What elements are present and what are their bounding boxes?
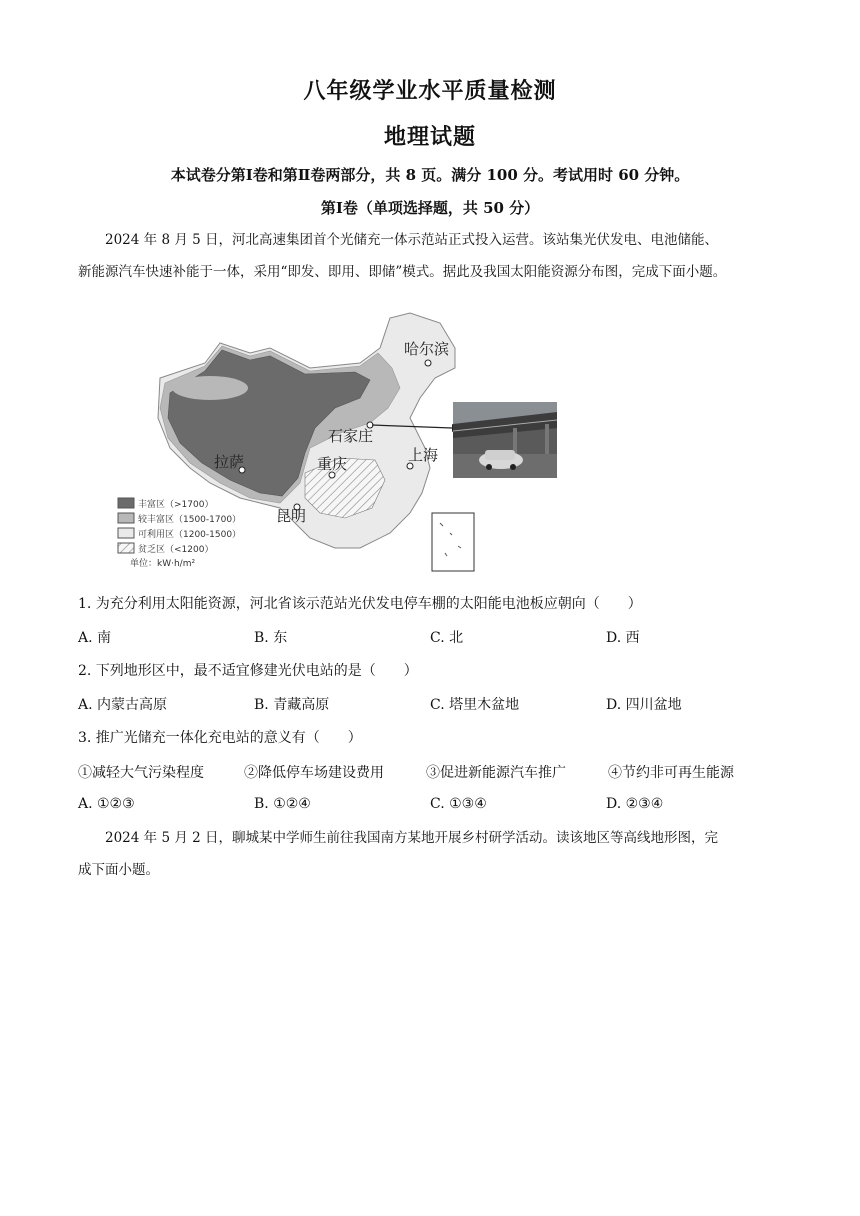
q3-option-c[interactable]: C. ①③④ <box>430 796 487 812</box>
q1-option-a[interactable]: A. 南 <box>78 630 112 646</box>
city-label-kunming: 昆明 <box>276 507 307 525</box>
q2-option-a[interactable]: A. 内蒙古高原 <box>78 697 168 713</box>
q3-statement-1: ①减轻大气污染程度 <box>78 765 204 781</box>
legend-item-fairly-rich: 较丰富区（1500-1700） <box>138 515 242 525</box>
q1-option-b[interactable]: B. 东 <box>254 630 288 646</box>
question-2-stem: 2. 下列地形区中，最不适宜修建光伏电站的是（ ） <box>78 663 418 679</box>
q2-option-d[interactable]: D. 四川盆地 <box>606 697 682 713</box>
city-label-harbin: 哈尔滨 <box>404 340 450 358</box>
solar-carport-photo <box>453 402 557 478</box>
q1-option-c[interactable]: C. 北 <box>430 630 464 646</box>
tarim-area <box>172 376 248 400</box>
q2-option-b[interactable]: B. 青藏高原 <box>254 697 330 713</box>
subject-title: 地理试题 <box>383 124 476 150</box>
exam-title: 八年级学业水平质量检测 <box>303 78 557 104</box>
map-legend <box>118 498 241 569</box>
intro-2-line-1: 2024 年 5 月 2 日，聊城某中学师生前往我国南方某地开展乡村研学活动。读该地区等高线地形图，完 <box>105 830 718 846</box>
city-label-shanghai: 上海 <box>408 446 439 464</box>
intro-1-line-2: 新能源汽车快速补能于一体，采用“即发、即用、即储”模式。据此及我国太阳能资源分布图，完成下面小题。 <box>78 264 727 280</box>
q1-option-d[interactable]: D. 西 <box>606 630 640 646</box>
intro-paragraph-1 <box>78 224 782 288</box>
city-label-chongqing: 重庆 <box>317 455 348 473</box>
legend-item-usable: 可利用区（1200-1500） <box>138 530 242 540</box>
section-title: 第Ⅰ卷（单项选择题，共 50 分） <box>320 199 540 217</box>
q3-option-a[interactable]: A. ①②③ <box>78 796 135 812</box>
intro-2-line-2: 成下面小题。 <box>78 862 159 878</box>
question-3-stem: 3. 推广光储充一体化充电站的意义有（ ） <box>78 730 362 746</box>
q3-option-b[interactable]: B. ①②④ <box>254 796 311 812</box>
exam-notice: 本试卷分第Ⅰ卷和第Ⅱ卷两部分，共 8 页。满分 100 分。考试用时 60 分钟。 <box>170 166 690 184</box>
q2-option-c[interactable]: C. 塔里木盆地 <box>430 697 520 713</box>
q3-statement-3: ③促进新能源汽车推广 <box>426 765 566 781</box>
legend-unit: 单位：kW·h/m² <box>130 559 196 569</box>
city-label-lhasa: 拉萨 <box>214 453 245 471</box>
q3-statement-4: ④节约非可再生能源 <box>608 765 734 781</box>
q3-option-d[interactable]: D. ②③④ <box>606 796 664 812</box>
south-china-sea-inset <box>432 513 474 571</box>
question-1-stem: 1. 为充分利用太阳能资源，河北省该示范站光伏发电停车棚的太阳能电池板应朝向（ ） <box>78 596 642 612</box>
legend-item-rich: 丰富区（>1700） <box>138 500 214 510</box>
q3-statement-2: ②降低停车场建设费用 <box>244 765 384 781</box>
intro-paragraph-2 <box>78 822 782 886</box>
intro-1-line-1: 2024 年 8 月 5 日，河北高速集团首个光储充一体示范站正式投入运营。该站集光伏发电、电池储能、 <box>105 232 718 248</box>
legend-item-poor: 贫乏区（<1200） <box>138 545 214 555</box>
city-label-shijiazhuang: 石家庄 <box>328 427 374 445</box>
